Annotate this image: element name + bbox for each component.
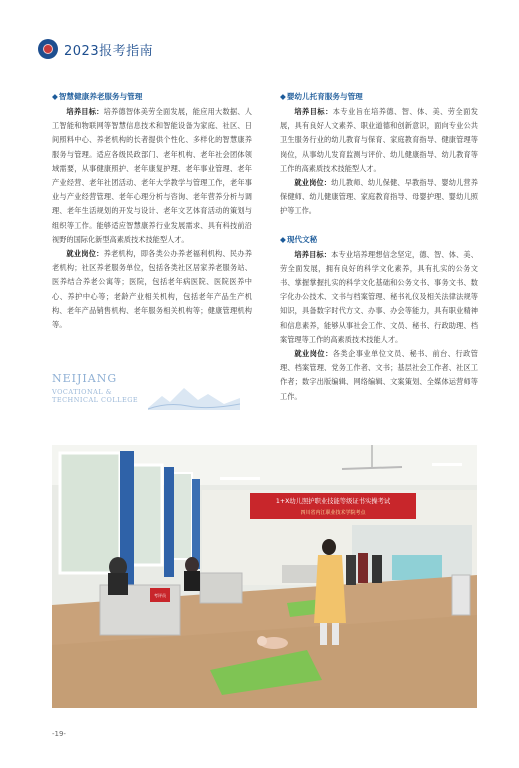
watermark-subtitle: VOCATIONAL & TECHNICAL COLLEGE (52, 388, 139, 404)
left-column (52, 90, 252, 332)
section-title-secretary: ◆现代文秘 (280, 234, 318, 244)
training-goal-paragraph: 培养目标：本专业培养理想信念坚定，德、智、体、美、劳全面发展，拥有良好的科学文化素养，具有扎实的公务文书、掌握掌握扎实的科学文化基础和公务文书、事务文书、数字化办公技术、文书与档案管理、秘书礼仪及相关法律法规等知识，具备数字时代方文、办事、办会等能力，具有职业精神和信息素养，能够从事社会工作、文员、秘书、行政助理、档案管理等工作的高素质技术技能人才。 (280, 249, 478, 344)
svg-text:考评员: 考评员 (154, 593, 166, 598)
college-logo (38, 39, 58, 59)
page-header (38, 36, 153, 62)
diamond-icon: ◆ (52, 92, 58, 101)
training-goal-paragraph: 培养目标：本专业旨在培养德、智、体、美、劳全面发展，具有良好人文素养、职业道德和创新意识，面向专业公共卫生服务行业的幼儿教育与保育、家庭教育指导、健康管理等岗位，从事幼儿发育监测与评价、幼儿健康指导、幼儿教育等工作的高素质技术技能型人才。 (280, 107, 478, 173)
diamond-icon: ◆ (280, 92, 286, 101)
right-column (280, 90, 478, 404)
section-title-infant-care: ◆婴幼儿托育服务与管理 (280, 92, 363, 101)
employment-paragraph: 就业岗位：养老机构，即各类公办养老福利机构、民办养老机构；社区养老服务单位，包括各类社区居家养老服务站、医养结合养老公寓等；医院，包括老年病医院、医院医养中心、养护中心等；老龄产业相关机构，包括老年产品生产机构、老年产品销售机构、老年服务相关机构等；健康管理机构等。 (52, 249, 252, 330)
section-title-smart-elderly-care: ◆智慧健康养老服务与管理 (52, 92, 143, 101)
watermark-name: NEIJIANG (52, 372, 118, 385)
diamond-icon: ◆ (280, 234, 286, 244)
college-watermark (52, 372, 242, 410)
banner-line-1: 1+X幼儿照护职业技能等级证书实操考试 (275, 498, 391, 505)
page-number: -19- (52, 730, 66, 738)
employment-paragraph: 就业岗位：幼儿教师、幼儿保健、早教指导、婴幼儿营养保健师、幼儿健康管理、家庭教育指导、母婴护理、婴幼儿照护等工作。 (280, 178, 478, 216)
exam-room-photo (52, 445, 477, 708)
training-goal-paragraph: 培养目标：培养德智体美劳全面发展，能应用大数据、人工智能和物联网等智慧信息技术和智能设备为家庭、社区、日间照料中心、养老机构的长者提供个性化、多样化的智慧康养服务与管理。适应各级民政部门、老年机构、老年社会团体领域需要，从事健康照护、老年康复护理、老年事业管理、老年产业经营、老年社团活动、老年大学教学与管理工作，老年事业与产业经营管理、老年心理分析与咨询、老年营养分析与调理、老年生活规划的开发与设计、老年文艺体育活动的策划与组织等工作。能够适应智慧康养行业发展需求、具有科技前沿视野的国际化新型高素质技术技能型人才。 (52, 107, 252, 244)
mountain-graphic (148, 384, 240, 410)
banner-line-2: 四川省内江职业技术学院考点 (300, 510, 366, 516)
header-title: 2023报考指南 (64, 43, 154, 59)
employment-paragraph: 就业岗位：各类企事业单位文员、秘书、前台、行政管理、档案管理、党务工作者、文书；基层社会工作者、社区工作者；数字出版编辑、网络编辑、文案策划、全媒体运营师等工作。 (280, 349, 478, 401)
